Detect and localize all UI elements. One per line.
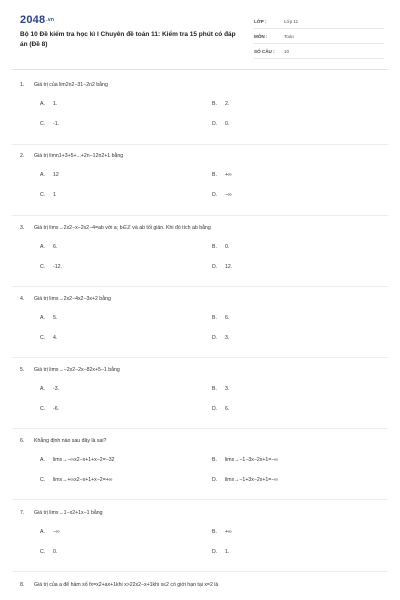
option-c[interactable] (40, 477, 112, 483)
option-letter: A. (40, 315, 45, 321)
option-text: 2. (225, 101, 230, 107)
option-b[interactable] (212, 172, 232, 178)
option-text: 3. (225, 335, 230, 341)
option-c[interactable] (40, 335, 57, 341)
option-c[interactable] (40, 121, 59, 127)
question-stem (20, 82, 108, 88)
option-letter: D. (212, 477, 218, 483)
question-text: Khẳng định nào sau đây là sai? (34, 438, 107, 444)
option-b[interactable] (212, 244, 229, 250)
site-logo[interactable] (20, 14, 54, 26)
question-divider (12, 571, 388, 572)
option-b[interactable] (212, 101, 229, 107)
option-letter: C. (40, 549, 46, 555)
question-number: 4. (20, 296, 25, 302)
option-letter: A. (40, 172, 45, 178)
option-text: 3. (225, 386, 230, 392)
question-number: 1. (20, 82, 25, 88)
meta-value: Lớp 11 (284, 18, 299, 24)
option-text: −∞ (53, 529, 60, 535)
meta-panel (254, 14, 384, 59)
option-text: limx→−∞x2−x+1+x−2=−32 (53, 457, 115, 463)
question-text: Giá trị limx→2x2−4x2−3x+2 bằng (34, 296, 111, 302)
option-c[interactable] (40, 264, 62, 270)
meta-label: SỐ CÂU : (254, 48, 275, 54)
option-letter: C. (40, 406, 46, 412)
question-number: 6. (20, 438, 25, 444)
option-letter: B. (212, 386, 217, 392)
option-letter: B. (212, 101, 217, 107)
option-text: -3. (53, 386, 60, 392)
option-letter: B. (212, 172, 217, 178)
option-text: 0. (53, 549, 58, 555)
header-divider (12, 69, 388, 70)
logo-text: 2048 (20, 14, 46, 26)
option-letter: B. (212, 244, 217, 250)
option-d[interactable] (212, 192, 232, 198)
option-text: 12 (53, 172, 59, 178)
option-text: 12. (225, 264, 233, 270)
option-letter: B. (212, 315, 217, 321)
question-text: Giá trị limx→1−x2+1x−1 bằng (34, 510, 103, 516)
option-b[interactable] (212, 386, 229, 392)
option-d[interactable] (212, 406, 229, 412)
meta-label: LỚP : (254, 18, 267, 24)
option-text: −∞ (225, 192, 232, 198)
option-letter: D. (212, 549, 218, 555)
option-a[interactable] (40, 386, 59, 392)
question-stem (20, 153, 123, 159)
option-letter: D. (212, 264, 218, 270)
option-d[interactable] (212, 121, 229, 127)
question-divider (12, 428, 388, 429)
option-a[interactable] (40, 457, 115, 463)
question-divider (12, 144, 388, 145)
question-stem (20, 510, 102, 516)
question-text: Giá trị limn1+3+5+...+2n−12n2+1 bằng (34, 153, 124, 159)
document-header (0, 0, 400, 70)
question-divider (12, 499, 388, 500)
option-letter: D. (212, 192, 218, 198)
question-number: 5. (20, 367, 25, 373)
option-text: limx→+∞x2−x+1+x−2=+∞ (53, 477, 113, 483)
option-text: 5. (53, 315, 58, 321)
meta-row-count (254, 44, 384, 59)
meta-label: MÔN : (254, 33, 268, 39)
option-a[interactable] (40, 172, 59, 178)
option-text: limx→−1−3x−2x+1=−∞ (225, 457, 279, 463)
option-letter: A. (40, 101, 45, 107)
option-a[interactable] (40, 244, 57, 250)
option-a[interactable] (40, 315, 57, 321)
option-c[interactable] (40, 406, 59, 412)
option-letter: D. (212, 121, 218, 127)
option-a[interactable] (40, 101, 57, 107)
document-title: Bộ 10 Đề kiểm tra học kì I Chuyên đề toán 11: Kiểm tra 15 phút có đáp án (Đề 8) (20, 31, 236, 48)
question-text: Giá trị limx→−2x2−2x−82x+5−1 bằng (34, 367, 120, 373)
meta-row-subject (254, 29, 384, 44)
question-stem (20, 225, 211, 231)
option-letter: B. (212, 529, 217, 535)
option-text: +∞ (225, 172, 232, 178)
question-number: 7. (20, 510, 25, 516)
option-text: 6. (53, 244, 58, 250)
option-a[interactable] (40, 529, 60, 535)
option-letter: C. (40, 264, 46, 270)
option-text: 6. (225, 406, 230, 412)
question-divider (12, 215, 388, 216)
option-text: 4. (53, 335, 58, 341)
option-d[interactable] (212, 264, 232, 270)
option-letter: D. (212, 406, 218, 412)
option-text: limx→−1+3x−2x+1=−∞ (225, 477, 279, 483)
option-letter: B. (212, 457, 217, 463)
question-text: Giá trị của a để hàm số fx=x2+ax+1khi x>22x2−x+1khi x≤2 có giới hạn tại x=2 là (34, 582, 219, 588)
option-text: 1. (225, 549, 230, 555)
meta-value: 10 (284, 48, 290, 54)
option-text: 1 (53, 192, 56, 198)
question-stem (20, 582, 218, 588)
logo-suffix: .vn (46, 17, 55, 24)
option-letter: C. (40, 477, 46, 483)
question-text: Giá trị của lim2n2−31−2n2 bằng (34, 82, 108, 88)
option-d[interactable] (212, 335, 229, 341)
question-stem (20, 367, 120, 373)
option-letter: A. (40, 386, 45, 392)
option-d[interactable] (212, 477, 278, 483)
option-text: 6. (225, 315, 230, 321)
option-text: 0. (225, 244, 230, 250)
option-d[interactable] (212, 549, 229, 555)
meta-value: Toán (284, 33, 294, 39)
option-letter: A. (40, 529, 45, 535)
option-c[interactable] (40, 549, 57, 555)
question-divider (12, 286, 388, 287)
option-text: -12. (53, 264, 62, 270)
option-letter: C. (40, 192, 46, 198)
question-text: Giá trị limx→2x2−x−2x2−4=ab với a; b∈ℤ và ab tối giản. Khi đó tích ab bằng (34, 225, 211, 231)
option-letter: C. (40, 335, 46, 341)
option-text: -1. (53, 121, 60, 127)
question-number: 2. (20, 153, 25, 159)
option-text: -6. (53, 406, 60, 412)
option-letter: C. (40, 121, 46, 127)
option-letter: A. (40, 244, 45, 250)
question-number: 3. (20, 225, 25, 231)
question-stem (20, 438, 106, 444)
option-text: 0. (225, 121, 230, 127)
option-text: 1. (53, 101, 58, 107)
option-text: +∞ (225, 529, 232, 535)
question-stem (20, 296, 111, 302)
meta-row-class (254, 14, 384, 29)
option-c[interactable] (40, 192, 56, 198)
question-number: 8. (20, 582, 25, 588)
option-b[interactable] (212, 529, 232, 535)
option-b[interactable] (212, 315, 229, 321)
option-letter: A. (40, 457, 45, 463)
option-b[interactable] (212, 457, 278, 463)
question-divider (12, 357, 388, 358)
option-letter: D. (212, 335, 218, 341)
